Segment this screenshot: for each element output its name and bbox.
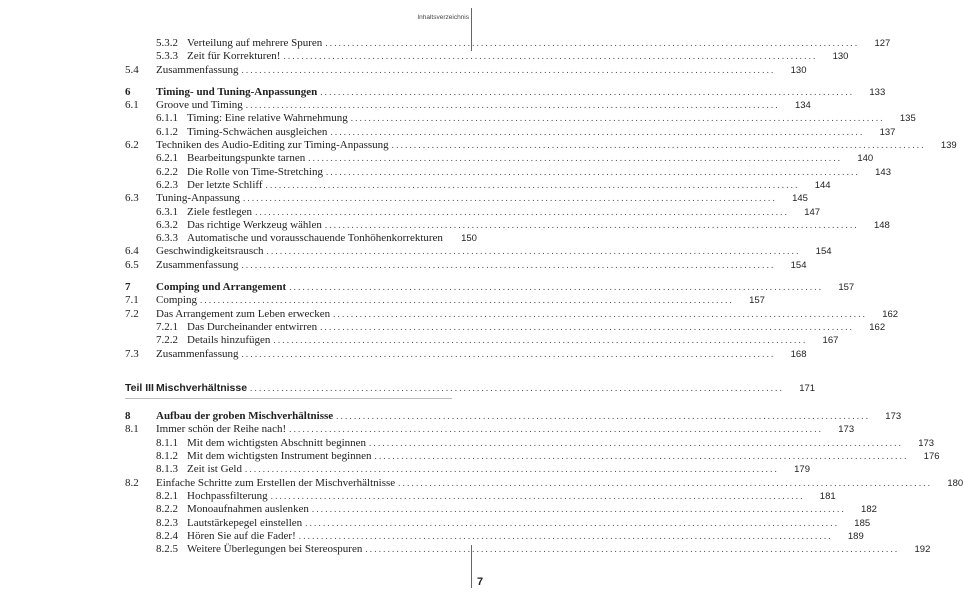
entry-page: 179: [794, 464, 810, 476]
dot-leader: ........................................................................................................................: [311, 504, 846, 515]
entry-number: 8.1.1: [156, 436, 178, 449]
toc-entry[interactable]: [125, 543, 931, 556]
page-number: 7: [477, 576, 484, 588]
entry-number: 6.1: [125, 99, 139, 112]
indent: [125, 530, 156, 543]
entry-page: 180: [947, 477, 963, 489]
entry-number: 7.3: [125, 347, 139, 360]
toc-entry[interactable]: [125, 294, 765, 307]
toc-entry[interactable]: [125, 232, 477, 245]
entry-page: 137: [879, 126, 896, 138]
entry-title: Timing- und Tuning-Anpassungen: [156, 85, 318, 98]
dot-leader: ........................................................................................................................: [324, 219, 859, 230]
entry-page: 145: [792, 193, 808, 205]
entry-page: 189: [847, 530, 864, 542]
dot-leader: ........................................................................................................................: [336, 411, 871, 422]
dot-leader: ........................................................................................................................: [365, 544, 900, 555]
toc-entry[interactable]: [125, 85, 886, 99]
entry-title: Verteilung auf mehrere Spuren: [187, 37, 323, 49]
entry-number: 7.2.2: [156, 334, 178, 347]
indent: [125, 219, 156, 232]
toc-entry[interactable]: [125, 529, 864, 543]
indent: [125, 437, 156, 450]
dot-leader: ........................................................................................................................: [273, 335, 808, 346]
toc-entry[interactable]: [125, 423, 855, 436]
entry-number: 8.2: [125, 476, 139, 489]
entry-page: 173: [918, 437, 935, 449]
entry-title: Zusammenfassung: [156, 63, 239, 76]
dot-leader: ........................................................................................................................: [325, 166, 860, 177]
entry-number: 5.3.2: [156, 37, 178, 49]
entry-page: 167: [822, 335, 839, 347]
entry-title: Aufbau der groben Mischverhältnisse: [156, 410, 334, 423]
entry-title: Lautstärkepegel einstellen: [187, 516, 303, 529]
entry-page: 173: [885, 411, 902, 423]
indent: [125, 463, 156, 476]
dot-leader: ........................................................................................................................: [241, 259, 776, 270]
dot-leader: ........................................................................................................................: [333, 308, 868, 319]
dot-leader: ........................................................................................................................: [289, 424, 824, 435]
indent: [125, 334, 156, 347]
dot-leader: ........................................................................................................................: [325, 38, 860, 48]
entry-title: Hören Sie auf die Fader!: [187, 529, 296, 542]
dot-leader: ........................................................................................................................: [266, 246, 801, 257]
entry-title: Zeit ist Geld: [187, 463, 242, 476]
toc-entry[interactable]: [125, 192, 808, 205]
toc-entry[interactable]: [125, 516, 871, 530]
entry-page: 176: [923, 451, 940, 463]
dot-leader: ........................................................................................................................: [242, 193, 777, 204]
entry-title: Monoaufnahmen auslenken: [187, 503, 309, 516]
toc-entry[interactable]: [125, 307, 899, 321]
entry-page: 147: [804, 206, 821, 218]
entry-title: Details hinzufügen: [187, 334, 271, 347]
entry-page: 168: [790, 348, 807, 360]
toc-entry[interactable]: [125, 37, 891, 50]
entry-title: Mischverhältnisse: [156, 381, 248, 394]
entry-title: Der letzte Schliff: [187, 178, 263, 191]
entry-number: 7.1: [125, 294, 139, 307]
dot-leader: ........................................................................................................................: [283, 51, 818, 62]
dot-leader: ........................................................................................................................: [245, 464, 779, 475]
toc-entry[interactable]: [125, 125, 896, 139]
entry-page: 133: [869, 86, 886, 98]
indent: [125, 450, 156, 463]
toc-entry[interactable]: [125, 281, 855, 294]
entry-number: 8.1: [125, 423, 139, 436]
entry-title: Zeit für Korrekturen!: [187, 50, 281, 63]
entry-page: 127: [874, 38, 891, 49]
indent: [125, 543, 156, 556]
entry-title: Das Durcheinander entwirren: [187, 320, 318, 333]
toc-entry[interactable]: [125, 476, 963, 490]
dot-leader: ........................................................................................................................: [289, 282, 824, 293]
indent: [125, 321, 156, 334]
entry-page: 154: [790, 259, 807, 271]
entry-page: 134: [794, 100, 811, 112]
table-of-contents: [125, 37, 963, 556]
entry-title: Zusammenfassung: [156, 258, 239, 271]
indent: [125, 517, 156, 530]
toc-entry[interactable]: [125, 152, 874, 165]
dot-leader: ........................................................................................................................: [255, 206, 790, 217]
toc-entry[interactable]: [125, 436, 935, 450]
entry-number: 6.2: [125, 139, 139, 152]
toc-part-heading: [125, 381, 816, 399]
dot-leader: ........................................................................................................................: [265, 179, 800, 190]
indent: [125, 179, 156, 192]
entry-number: 6.3.2: [156, 218, 178, 231]
entry-title: Comping und Arrangement: [156, 281, 287, 294]
toc-entry[interactable]: [125, 410, 902, 423]
entry-title: Zusammenfassung: [156, 347, 239, 360]
entry-number: 6: [125, 85, 131, 98]
toc-entry[interactable]: [125, 347, 807, 361]
dot-leader: ........................................................................................................................: [298, 530, 833, 541]
entry-title: Hochpassfilterung: [187, 489, 268, 502]
toc-entry[interactable]: [125, 320, 886, 334]
toc-entry[interactable]: [125, 258, 807, 272]
entry-page: 135: [899, 113, 916, 125]
entry-page: 139: [940, 140, 957, 152]
toc-entry[interactable]: [125, 139, 957, 152]
entry-title: Bearbeitungspunkte tarnen: [187, 152, 306, 165]
entry-number: 7.2: [125, 307, 139, 320]
entry-title: Comping: [156, 294, 197, 307]
entry-title: Einfache Schritte zum Erstellen der Mischverhältnisse: [156, 476, 396, 489]
entry-number: Teil III: [125, 381, 154, 394]
entry-number: 6.3: [125, 192, 139, 205]
indent: [125, 232, 156, 245]
indent: [125, 206, 156, 219]
indent: [125, 152, 156, 165]
toc-entry[interactable]: [125, 463, 810, 476]
toc-entry[interactable]: [125, 218, 890, 232]
dot-leader: ........................................................................................................................: [369, 437, 904, 448]
entry-number: 6.2.1: [156, 152, 178, 165]
entry-page: 143: [875, 166, 891, 178]
entry-number: 8.2.5: [156, 543, 178, 556]
entry-page: 162: [882, 308, 899, 320]
toc-entry[interactable]: [125, 489, 836, 503]
entry-page: 185: [854, 517, 871, 529]
entry-page: 157: [838, 282, 855, 294]
entry-title: Tuning-Anpassung: [156, 192, 240, 205]
indent: [125, 490, 156, 503]
indent: [125, 166, 156, 179]
entry-number: 6.4: [125, 245, 139, 258]
entry-number: 6.5: [125, 258, 139, 271]
entry-title: Ziele festlegen: [187, 205, 253, 218]
entry-number: 8: [125, 410, 131, 423]
dot-leader: ........................................................................................................................: [320, 86, 855, 97]
toc-entry[interactable]: [125, 450, 940, 463]
entry-title: Automatische und vorausschauende Tonhöhenkorrekturen: [187, 232, 443, 245]
dot-leader: ........................................................................................................................: [241, 64, 776, 75]
entry-title: Das Arrangement zum Leben erwecken: [156, 307, 331, 320]
dot-leader: ........................................................................................................................: [391, 140, 926, 151]
entry-page: 140: [857, 153, 874, 165]
entry-title: Mit dem wichtigsten Instrument beginnen: [187, 450, 372, 463]
entry-title: Immer schön der Reihe nach!: [156, 423, 287, 436]
entry-page: 144: [814, 179, 831, 191]
entry-title: Groove und Timing: [156, 99, 243, 112]
entry-title: Timing-Schwächen ausgleichen: [187, 125, 328, 138]
entry-number: 6.2.2: [156, 165, 178, 178]
entry-page: 148: [873, 219, 890, 231]
dot-leader: ........................................................................................................................: [241, 348, 776, 359]
entry-page: 182: [861, 504, 877, 516]
entry-number: 7: [125, 281, 131, 294]
entry-number: 8.1.2: [156, 450, 178, 463]
toc-entry[interactable]: [125, 99, 811, 112]
entry-page: 157: [749, 295, 765, 307]
dot-leader: ........................................................................................................................: [250, 382, 785, 393]
dot-leader: ........................................................................................................................: [320, 321, 855, 332]
dot-leader: ........................................................................................................................: [199, 295, 734, 306]
indent: [125, 50, 156, 63]
toc-entry[interactable]: [125, 165, 891, 179]
toc-chapter-group: [125, 85, 957, 272]
entry-number: 6.3.3: [156, 232, 178, 245]
toc-chapter-group: [125, 281, 899, 361]
toc-entry[interactable]: [125, 178, 831, 192]
entry-title: Techniken des Audio-Editing zur Timing-Anpassung: [156, 139, 389, 152]
indent: [125, 126, 156, 139]
toc-entry[interactable]: [125, 50, 849, 63]
toc-chapter-group: [125, 37, 891, 77]
entry-page: 162: [869, 321, 886, 333]
toc-entry[interactable]: [125, 112, 916, 125]
entry-number: 8.1.3: [156, 463, 178, 476]
entry-number: 6.3.1: [156, 205, 178, 218]
toc-entry[interactable]: [125, 503, 877, 516]
entry-page: 171: [799, 382, 816, 394]
entry-number: 8.2.1: [156, 489, 178, 502]
entry-number: 8.2.2: [156, 503, 178, 516]
entry-number: 8.2.3: [156, 516, 178, 529]
indent: [125, 37, 156, 50]
entry-page: 150: [461, 233, 477, 245]
entry-title: Mit dem wichtigsten Abschnitt beginnen: [187, 436, 367, 449]
entry-number: 6.1.1: [156, 112, 178, 125]
dot-leader: ........................................................................................................................: [245, 100, 780, 111]
running-header: Inhaltsverzeichnis: [417, 14, 469, 21]
entry-page: 130: [832, 51, 849, 63]
dot-leader: ........................................................................................................................: [305, 517, 840, 528]
toc-entry[interactable]: [125, 381, 816, 395]
entry-number: 5.3.3: [156, 50, 178, 63]
entry-page: 181: [819, 490, 836, 502]
dot-leader: ........................................................................................................................: [330, 126, 865, 137]
entry-number: 6.1.2: [156, 125, 178, 138]
entry-number: 5.4: [125, 63, 139, 76]
entry-title: Die Rolle von Time-Stretching: [187, 165, 323, 178]
entry-page: 192: [914, 544, 931, 556]
entry-title: Das richtige Werkzeug wählen: [187, 218, 322, 231]
entry-page: 173: [838, 424, 855, 436]
indent: [125, 112, 156, 125]
toc-entry[interactable]: [125, 205, 821, 219]
entry-page: 130: [790, 64, 807, 76]
entry-title: Weitere Überlegungen bei Stereospuren: [187, 543, 363, 556]
dot-leader: ........................................................................................................................: [308, 153, 843, 164]
entry-number: 8.2.4: [156, 529, 178, 542]
indent: [125, 503, 156, 516]
toc-chapter-group: [125, 410, 963, 556]
dot-leader: ........................................................................................................................: [398, 477, 933, 488]
entry-title: Geschwindigkeitsrausch: [156, 245, 264, 258]
toc-entry[interactable]: [125, 245, 832, 258]
entry-page: 154: [815, 246, 832, 258]
dot-leader: ........................................................................................................................: [270, 490, 805, 501]
toc-entry[interactable]: [125, 63, 807, 77]
entry-number: 6.2.3: [156, 178, 178, 191]
entry-number: 7.2.1: [156, 320, 178, 333]
dot-leader: ........................................................................................................................: [350, 113, 885, 124]
entry-title: Timing: Eine relative Wahrnehmung: [187, 112, 348, 125]
toc-entry[interactable]: [125, 334, 839, 347]
dot-leader: ........................................................................................................................: [374, 451, 909, 462]
